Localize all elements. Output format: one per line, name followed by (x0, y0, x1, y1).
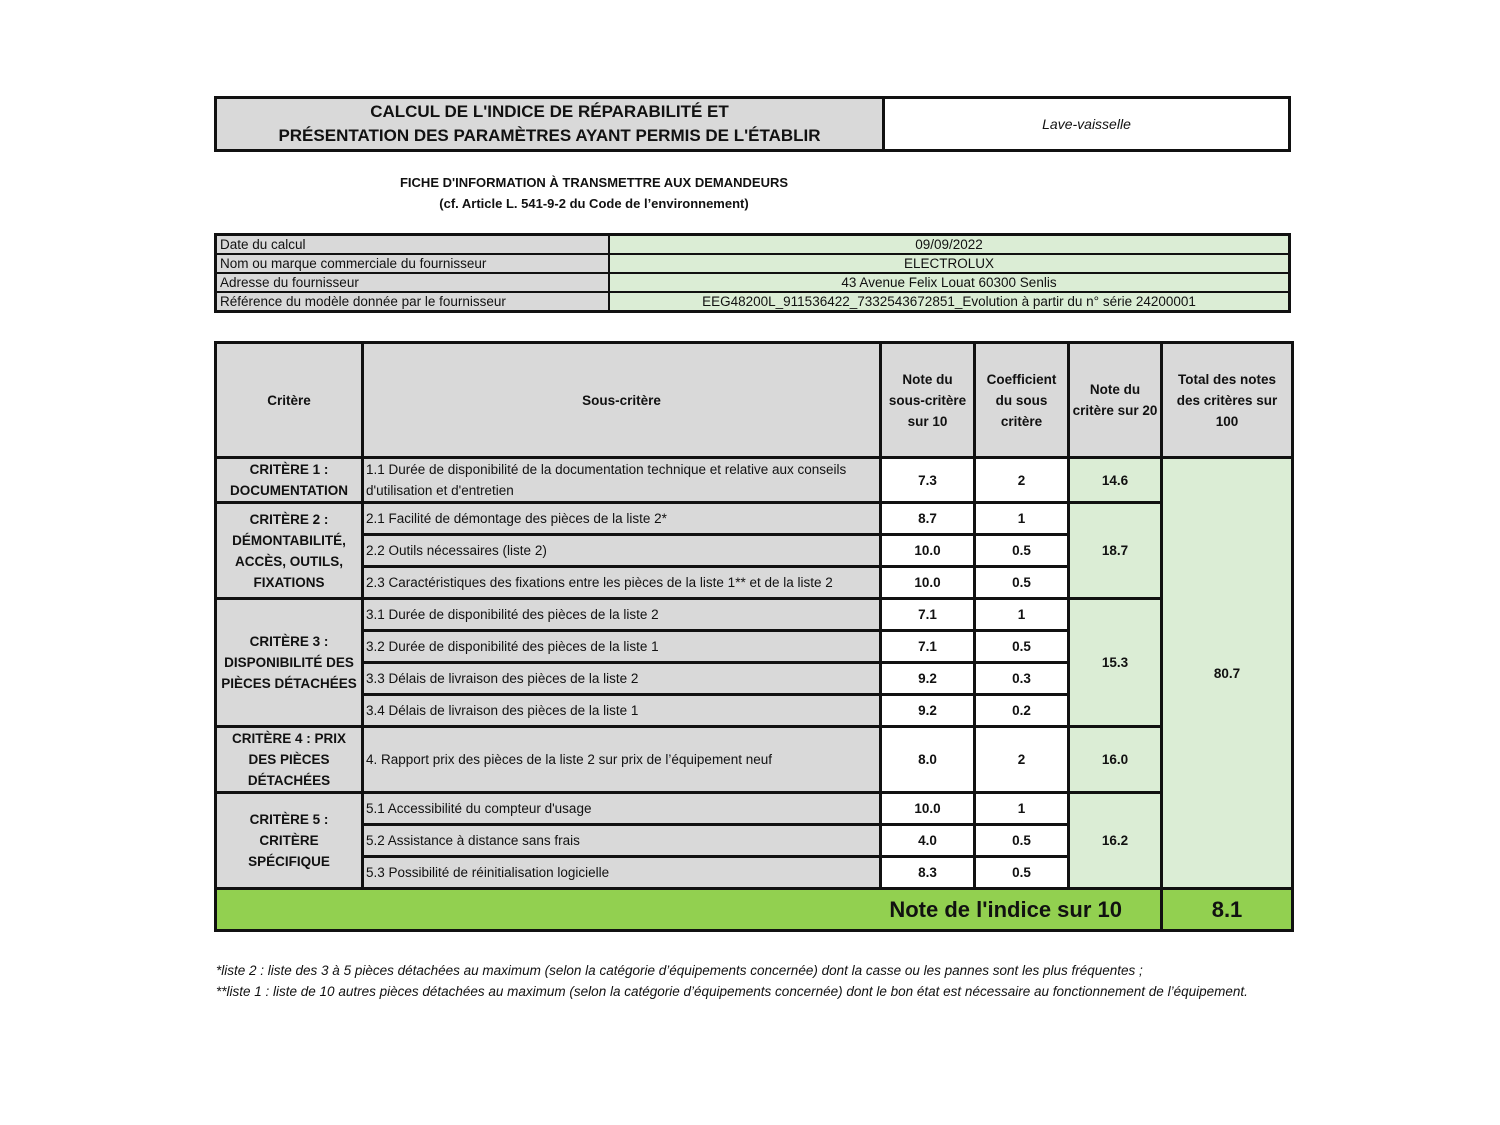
final-score-value: 8.1 (1162, 889, 1293, 931)
info-row (216, 292, 1290, 312)
sub-criterion-note: 7.1 (881, 599, 975, 631)
header-critere: Critère (216, 343, 363, 458)
footnote-liste-2: *liste 2 : liste des 3 à 5 pièces détachées au maximum (selon la catégorie d’équipements concernée) dont la casse ou les pannes sont les plus fréquentes ; (216, 963, 1143, 978)
info-label: Date du calcul (216, 235, 610, 255)
final-score-label: Note de l'indice sur 10 (216, 889, 1162, 931)
criterion-label: CRITÈRE 1 : DOCUMENTATION (216, 458, 363, 503)
info-value: EEG48200L_911536422_7332543672851_Evolution à partir du n° série 24200001 (609, 292, 1290, 312)
sub-criterion-label: 3.2 Durée de disponibilité des pièces de la liste 1 (363, 631, 881, 663)
info-value: ELECTROLUX (609, 254, 1290, 273)
sub-criterion-note: 7.3 (881, 458, 975, 503)
supplier-info-table (214, 233, 1291, 313)
footnote-liste-1: **liste 1 : liste de 10 autres pièces détachées au maximum (selon la catégorie d’équipements concernée) dont le bon état est nécessaire au fonctionnement de l’équipement. (216, 984, 1248, 999)
criterion-label: CRITÈRE 5 : CRITÈRE SPÉCIFIQUE (216, 793, 363, 889)
header-note-critere: Note du critère sur 20 (1069, 343, 1162, 458)
sub-criterion-note: 10.0 (881, 567, 975, 599)
footnotes (216, 960, 1276, 1002)
criterion-label: CRITÈRE 2 : DÉMONTABILITÉ, ACCÈS, OUTILS, FIXATIONS (216, 503, 363, 599)
info-row (216, 254, 1290, 273)
sub-criterion-label: 1.1 Durée de disponibilité de la documentation technique et relative aux conseils d'utilisation et d'entretien (363, 458, 881, 503)
sub-criterion-label: 3.1 Durée de disponibilité des pièces de la liste 2 (363, 599, 881, 631)
info-value: 43 Avenue Felix Louat 60300 Senlis (609, 273, 1290, 292)
info-label: Référence du modèle donnée par le fournisseur (216, 292, 610, 312)
criterion-note-20: 16.2 (1069, 793, 1162, 889)
sub-criterion-label: 2.3 Caractéristiques des fixations entre les pièces de la liste 1** et de la liste 2 (363, 567, 881, 599)
sub-criterion-label: 2.2 Outils nécessaires (liste 2) (363, 535, 881, 567)
sub-criterion-note: 4.0 (881, 825, 975, 857)
sub-criterion-note: 10.0 (881, 793, 975, 825)
header-coefficient: Coefficient du sous critère (975, 343, 1069, 458)
fiche-subtitle (214, 172, 974, 214)
table-row (216, 503, 1293, 535)
sub-criterion-coefficient: 1 (975, 503, 1069, 535)
sub-criterion-label: 4. Rapport prix des pièces de la liste 2 sur prix de l’équipement neuf (363, 727, 881, 793)
sub-criterion-label: 3.3 Délais de livraison des pièces de la liste 2 (363, 663, 881, 695)
sub-criterion-note: 8.0 (881, 727, 975, 793)
sub-criterion-coefficient: 0.5 (975, 631, 1069, 663)
sub-criterion-coefficient: 0.3 (975, 663, 1069, 695)
table-row (216, 599, 1293, 631)
sub-criterion-coefficient: 1 (975, 793, 1069, 825)
info-value: 09/09/2022 (609, 235, 1290, 255)
sub-criterion-coefficient: 0.2 (975, 695, 1069, 727)
table-row (216, 458, 1293, 503)
sub-criterion-coefficient: 0.5 (975, 535, 1069, 567)
document-title (217, 99, 885, 149)
title-line-2: PRÉSENTATION DES PARAMÈTRES AYANT PERMIS DE L'ÉTABLIR (278, 126, 821, 145)
header-table (214, 96, 1291, 152)
fiche-line-1: FICHE D'INFORMATION À TRANSMETTRE AUX DEMANDEURS (399, 175, 789, 190)
sub-criterion-label: 5.1 Accessibilité du compteur d'usage (363, 793, 881, 825)
criterion-note-20: 15.3 (1069, 599, 1162, 727)
product-category: Lave-vaisselle (1042, 116, 1131, 132)
criterion-label: CRITÈRE 3 : DISPONIBILITÉ DES PIÈCES DÉTACHÉES (216, 599, 363, 727)
criteria-table (214, 341, 1294, 932)
sub-criterion-coefficient: 2 (975, 458, 1069, 503)
fiche-line-2: (cf. Article L. 541-9-2 du Code de l’environnement) (439, 196, 749, 211)
sub-criterion-note: 9.2 (881, 695, 975, 727)
criterion-note-20: 16.0 (1069, 727, 1162, 793)
criterion-note-20: 14.6 (1069, 458, 1162, 503)
sub-criterion-coefficient: 0.5 (975, 825, 1069, 857)
criterion-note-20: 18.7 (1069, 503, 1162, 599)
criterion-label: CRITÈRE 4 : PRIX DES PIÈCES DÉTACHÉES (216, 727, 363, 793)
sub-criterion-note: 10.0 (881, 535, 975, 567)
info-row (216, 273, 1290, 292)
sub-criterion-coefficient: 2 (975, 727, 1069, 793)
sub-criterion-coefficient: 0.5 (975, 857, 1069, 889)
header-sous-critere: Sous-critère (363, 343, 881, 458)
title-line-1: CALCUL DE L'INDICE DE RÉPARABILITÉ ET (370, 102, 729, 121)
sub-criterion-coefficient: 1 (975, 599, 1069, 631)
table-row (216, 727, 1293, 793)
info-label: Adresse du fournisseur (216, 273, 610, 292)
table-row (216, 793, 1293, 825)
sub-criterion-note: 7.1 (881, 631, 975, 663)
sub-criterion-note: 9.2 (881, 663, 975, 695)
sub-criterion-label: 3.4 Délais de livraison des pièces de la liste 1 (363, 695, 881, 727)
sub-criterion-note: 8.7 (881, 503, 975, 535)
info-row (216, 235, 1290, 255)
header-total: Total des notes des critères sur 100 (1162, 343, 1293, 458)
header-note-sous-critere: Note du sous-critère sur 10 (881, 343, 975, 458)
total-score-100: 80.7 (1162, 458, 1293, 889)
final-row (216, 889, 1293, 931)
sub-criterion-note: 8.3 (881, 857, 975, 889)
info-label: Nom ou marque commerciale du fournisseur (216, 254, 610, 273)
sub-criterion-coefficient: 0.5 (975, 567, 1069, 599)
sub-criterion-label: 2.1 Facilité de démontage des pièces de la liste 2* (363, 503, 881, 535)
sub-criterion-label: 5.2 Assistance à distance sans frais (363, 825, 881, 857)
sub-criterion-label: 5.3 Possibilité de réinitialisation logicielle (363, 857, 881, 889)
